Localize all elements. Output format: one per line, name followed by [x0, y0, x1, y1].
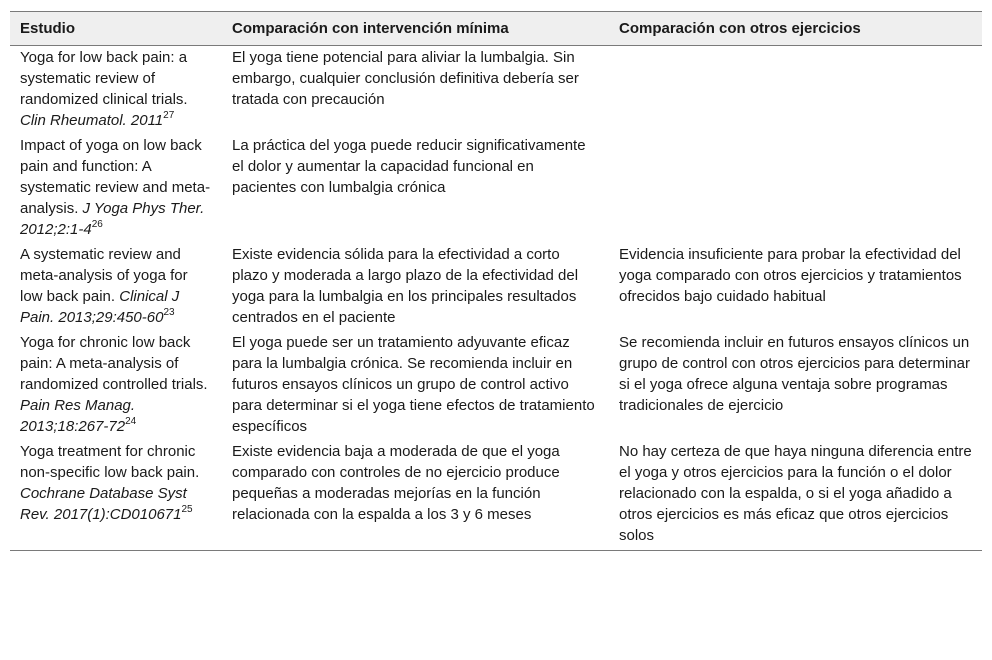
header-estudio: Estudio: [10, 12, 222, 46]
header-other-exercises: Comparación con otros ejercicios: [609, 12, 982, 46]
reference-number: 26: [91, 219, 103, 230]
study-cell: [10, 331, 222, 440]
header-row: [10, 12, 982, 46]
header-minimal-intervention: Comparación con intervención mínima: [222, 12, 609, 46]
other-exercises-cell: [609, 134, 982, 243]
study-title: Yoga treatment for chronic non-specific low back pain.: [20, 443, 200, 481]
study-title: Impact of yoga on low back pain and function: A systematic review and meta-analysis.: [20, 137, 211, 217]
table-row: [10, 331, 982, 440]
other-exercises-cell: No hay certeza de que haya ninguna diferencia entre el yoga y otros ejercicios para la función o el dolor relacionado con la espalda, o si el yoga añadido a otros ejercicios es más eficaz que otros ejercicios solos: [609, 440, 982, 551]
table-row: [10, 243, 982, 331]
study-cell: [10, 440, 222, 551]
study-citation: J Yoga Phys Ther. 2012;2:1-4: [20, 200, 205, 238]
study-cell: [10, 46, 222, 135]
other-exercises-cell: Se recomienda incluir en futuros ensayos clínicos un grupo de control con otros ejercicios para determinar si el yoga ofrece alguna ventaja sobre programas tradicionales de ejercicio: [619, 334, 971, 414]
reference-number: 24: [125, 416, 137, 427]
study-citation: Clin Rheumatol. 2011: [20, 112, 164, 129]
study-cell: [10, 243, 222, 331]
minimal-intervention-cell: El yoga puede ser un tratamiento adyuvante eficaz para la lumbalgia crónica. Se recomienda incluir en futuros ensayos clínicos un grupo de control activo para determinar si el yoga tiene efectos de tratamiento específicos: [232, 334, 595, 435]
table-header: [10, 12, 982, 46]
study-title: Yoga for chronic low back pain: A meta-analysis of randomized controlled trials.: [20, 334, 208, 393]
minimal-intervention-cell: Existe evidencia sólida para la efectividad a corto plazo y moderada a largo plazo de la efectividad del yoga para la lumbalgia en los principales resultados centrados en el paciente: [232, 246, 579, 326]
study-citation: Cochrane Database Syst Rev. 2017(1):CD010671: [20, 485, 187, 523]
reference-number: 25: [181, 504, 193, 515]
other-exercises-cell: Evidencia insuficiente para probar la efectividad del yoga comparado con otros ejercicios y tratamientos ofrecidos bajo cuidado habitual: [619, 246, 962, 305]
evidence-table-container: [10, 11, 982, 551]
minimal-intervention-cell: Existe evidencia baja a moderada de que el yoga comparado con controles de no ejercicio produce pequeñas a moderadas mejorías en la función relacionada con la espalda a los 3 y 6 meses: [222, 440, 609, 551]
minimal-intervention-cell: El yoga tiene potencial para aliviar la lumbalgia. Sin embargo, cualquier conclusión definitiva debería ser tratada con precaución: [232, 49, 579, 108]
other-exercises-cell: [609, 46, 982, 135]
study-citation: Clinical J Pain. 2013;29:450-60: [20, 288, 180, 326]
study-citation: Pain Res Manag. 2013;18:267-72: [20, 397, 136, 435]
minimal-intervention-cell: La práctica del yoga puede reducir significativamente el dolor y aumentar la capacidad funcional en pacientes con lumbalgia crónica: [232, 137, 586, 196]
study-title: Yoga for low back pain: a systematic review of randomized clinical trials.: [20, 49, 188, 108]
table-row: [10, 134, 982, 243]
table-row: [10, 440, 982, 551]
table-body: [10, 46, 982, 551]
evidence-table: [10, 11, 982, 551]
study-title: A systematic review and meta-analysis of yoga for low back pain.: [20, 246, 188, 305]
reference-number: 23: [163, 307, 175, 318]
table-row: [10, 46, 982, 135]
reference-number: 27: [163, 110, 175, 121]
study-cell: [10, 134, 222, 243]
